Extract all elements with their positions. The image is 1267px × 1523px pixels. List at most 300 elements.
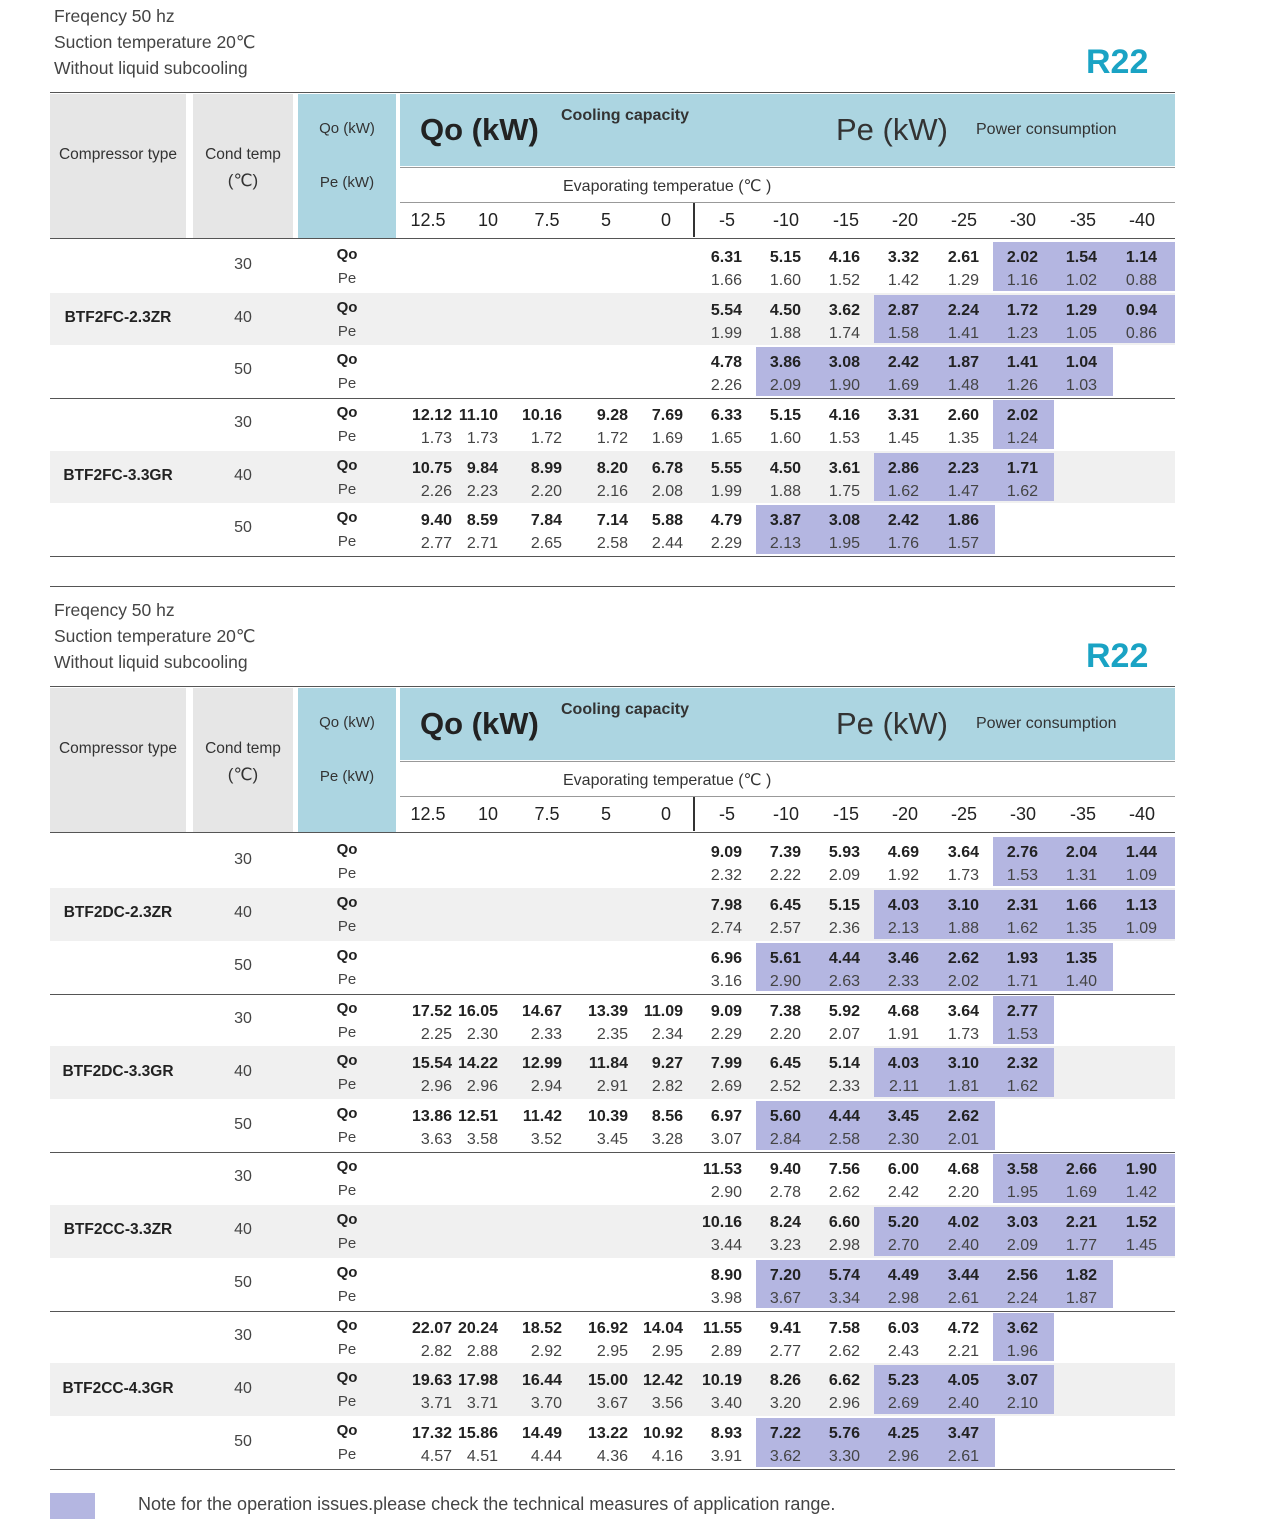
cond-temp-value: 30 (234, 851, 252, 869)
cond-temp-value: 30 (234, 1009, 252, 1027)
pe-value: 2.62 (828, 1342, 860, 1360)
pe-value: 3.23 (769, 1236, 801, 1254)
qo-row-label: Qo (336, 946, 358, 964)
qo-value: 3.62 (828, 301, 860, 319)
qo-value: 3.87 (769, 512, 801, 529)
pe-value: 2.22 (769, 867, 801, 884)
qo-value: 1.66 (1065, 896, 1097, 914)
pe-value: 1.42 (887, 272, 919, 289)
qo-value: 3.07 (1006, 1372, 1038, 1390)
model-name: BTF2DC-2.3ZR (63, 904, 173, 922)
pe-row-label: Pe (337, 970, 357, 988)
qo-value: 1.86 (947, 512, 979, 529)
qo-value: 3.86 (769, 354, 801, 371)
pe-value: 2.88 (466, 1342, 498, 1360)
pe-value: 2.95 (651, 1342, 683, 1360)
qo-value: 15.86 (457, 1425, 498, 1443)
pe-value: 1.69 (1065, 1184, 1097, 1201)
evap-temp-9: -25 (950, 210, 977, 230)
qo-value: 2.87 (887, 301, 919, 319)
pe-value: 1.62 (1006, 482, 1038, 500)
pe-value: 2.96 (887, 1448, 919, 1466)
qo-value: 7.20 (769, 1266, 801, 1284)
qo-value: 0.94 (1125, 301, 1157, 319)
power-consumption-label: Power consumption (976, 121, 1117, 138)
pe-value: 1.42 (1125, 1184, 1157, 1201)
pe-value: 3.56 (651, 1395, 683, 1413)
pe-value: 1.99 (710, 482, 742, 500)
pe-row-label: Pe (337, 1287, 357, 1305)
qo-value: 4.68 (887, 1002, 919, 1020)
qo-value: 3.44 (947, 1266, 979, 1284)
qo-value: 6.96 (710, 949, 742, 967)
qo-value: 2.02 (1006, 249, 1038, 266)
pe-value: 2.77 (420, 535, 452, 552)
qo-value: 12.51 (457, 1108, 498, 1126)
qo-value: 2.04 (1065, 844, 1097, 861)
qo-row-label: Qo (336, 893, 358, 911)
qo-row-label: Qo (336, 509, 358, 526)
qo-value: 6.60 (828, 1213, 860, 1231)
pe-value: 1.73 (466, 430, 498, 447)
qo-value: 4.03 (887, 896, 919, 914)
cond-temp-value: 40 (234, 1379, 252, 1397)
cond-temp-label: Cond temp (205, 146, 281, 163)
pe-value: 2.24 (1006, 1289, 1038, 1307)
qo-small-label: Qo (kW) (319, 120, 375, 137)
pe-value: 3.67 (596, 1395, 628, 1413)
compressor-type-cell (50, 94, 186, 238)
qo-value: 4.05 (947, 1372, 979, 1390)
pe-value: 1.73 (947, 1025, 979, 1043)
qo-value: 7.39 (769, 844, 801, 861)
pe-value: 1.69 (651, 430, 683, 447)
qo-value: 1.72 (1006, 301, 1038, 319)
qo-row-label: Qo (336, 1052, 358, 1070)
pe-value: 1.87 (1065, 1289, 1097, 1307)
refrigerant-label: R22 (1086, 637, 1149, 675)
pe-value: 1.96 (1006, 1342, 1038, 1360)
qo-row-label: Qo (336, 841, 358, 858)
cond-temp-value: 30 (234, 414, 252, 432)
qo-value: 9.40 (769, 1161, 801, 1178)
pe-value: 3.67 (769, 1289, 801, 1307)
qo-value: 5.93 (828, 844, 860, 861)
qo-value: 4.68 (947, 1161, 979, 1178)
qo-value: 8.59 (466, 512, 498, 529)
cond-temp-cell (193, 94, 293, 238)
qo-value: 1.14 (1125, 249, 1157, 266)
pe-value: 1.03 (1065, 377, 1097, 394)
power-consumption-label: Power consumption (976, 715, 1117, 732)
pe-value: 4.44 (530, 1448, 562, 1466)
evap-temp-1: 10 (477, 210, 499, 230)
qo-value: 8.24 (769, 1213, 801, 1231)
pe-value: 2.96 (466, 1078, 498, 1096)
evap-mid-line (400, 202, 1175, 203)
qo-value: 10.75 (411, 459, 452, 477)
qo-value: 3.10 (947, 1055, 979, 1073)
pe-value: 2.78 (769, 1184, 801, 1201)
qo-value: 3.31 (887, 407, 919, 424)
cond-temp-value: 40 (234, 1221, 252, 1239)
pe-value: 1.71 (1006, 972, 1038, 990)
cooling-capacity-label: Cooling capacity (561, 107, 690, 124)
qo-value: 5.74 (828, 1266, 860, 1284)
pe-value: 3.45 (596, 1131, 628, 1149)
cond-temp-value: 40 (234, 466, 252, 484)
qo-value: 5.20 (887, 1213, 919, 1231)
pe-value: 2.20 (947, 1184, 979, 1201)
qo-value: 2.56 (1006, 1266, 1038, 1284)
pe-value: 3.30 (828, 1448, 860, 1466)
evap-divider (693, 203, 695, 237)
pe-value: 2.40 (947, 1236, 979, 1254)
qo-value: 5.15 (828, 896, 860, 914)
pe-value: 2.33 (530, 1025, 562, 1043)
pe-value: 2.65 (530, 535, 562, 552)
evap-temp-5: -5 (718, 210, 735, 230)
evap-temp-10: -30 (1009, 804, 1036, 824)
pe-value: 2.57 (769, 919, 801, 937)
pe-value: 1.88 (769, 482, 801, 500)
qo-value: 10.19 (701, 1372, 742, 1390)
pe-row-label: Pe (337, 1182, 357, 1199)
pe-value: 2.95 (596, 1342, 628, 1360)
pe-row-label: Pe (337, 1234, 357, 1252)
pe-value: 1.40 (1065, 972, 1097, 990)
qo-value: 3.62 (1006, 1319, 1038, 1337)
pe-value: 3.70 (530, 1395, 562, 1413)
qo-value: 5.61 (769, 949, 801, 967)
cond-temp-value: 40 (234, 904, 252, 922)
evap-mid-line (400, 796, 1175, 797)
qo-value: 1.90 (1125, 1161, 1157, 1178)
pe-value: 2.25 (420, 1025, 452, 1043)
qo-row-label: Qo (336, 1316, 358, 1334)
qo-value: 17.98 (457, 1372, 498, 1390)
qo-value: 5.55 (710, 459, 742, 477)
pe-value: 1.72 (530, 430, 562, 447)
pe-value: 2.21 (947, 1342, 979, 1360)
evap-temp-1: 10 (477, 804, 499, 824)
pe-value: 3.44 (710, 1236, 742, 1254)
qo-value: 2.77 (1006, 1002, 1038, 1020)
pe-value: 2.90 (769, 972, 801, 990)
qo-small-label: Qo (kW) (319, 714, 375, 731)
pe-value: 3.07 (710, 1131, 742, 1149)
pe-value: 2.82 (420, 1342, 452, 1360)
pe-value: 3.28 (651, 1131, 683, 1149)
pe-value: 1.53 (1006, 867, 1038, 884)
legend-note: Note for the operation issues.please check the technical measures of application range. (138, 1494, 836, 1514)
qo-value: 3.03 (1006, 1213, 1038, 1231)
pe-value: 1.76 (887, 535, 919, 552)
condition-line: Suction temperature 20℃ (54, 32, 256, 52)
pe-value: 2.13 (769, 535, 801, 552)
qo-value: 2.86 (887, 459, 919, 477)
pe-value: 2.82 (651, 1078, 683, 1096)
qo-value: 2.66 (1065, 1161, 1097, 1178)
pe-value: 1.77 (1065, 1236, 1097, 1254)
pe-value: 1.53 (1006, 1025, 1038, 1043)
pe-value: 1.09 (1125, 867, 1157, 884)
pe-value: 2.96 (828, 1395, 860, 1413)
pe-value: 2.70 (887, 1236, 919, 1254)
pe-big-label: Pe (kW) (836, 112, 948, 147)
qo-row-label: Qo (336, 456, 358, 474)
cond-temp-cell (193, 688, 293, 832)
evap-temp-10: -30 (1009, 210, 1036, 230)
qo-value: 6.97 (710, 1108, 742, 1126)
pe-value: 1.62 (1006, 1078, 1038, 1096)
pe-value: 1.88 (947, 919, 979, 937)
pe-row-label: Pe (337, 1340, 357, 1358)
pe-value: 2.20 (769, 1025, 801, 1043)
pe-row-label: Pe (337, 865, 357, 882)
pe-value: 2.69 (710, 1078, 742, 1096)
qo-value: 1.04 (1065, 354, 1097, 371)
qo-value: 3.47 (947, 1425, 979, 1443)
header-top-line (50, 92, 1175, 93)
cond-temp-value: 40 (234, 308, 252, 326)
model-name: BTF2FC-3.3GR (63, 467, 173, 484)
evap-temp-3: 5 (600, 210, 611, 230)
pe-value: 2.10 (1006, 1395, 1038, 1413)
pe-value: 1.95 (1006, 1184, 1038, 1201)
pe-value: 3.40 (710, 1395, 742, 1413)
qo-value: 7.56 (828, 1161, 860, 1178)
pe-value: 2.29 (710, 1025, 742, 1043)
pe-row-label: Pe (337, 270, 357, 287)
qo-value: 9.40 (420, 512, 452, 529)
qo-value: 17.52 (411, 1002, 452, 1020)
qo-value: 6.62 (828, 1372, 860, 1390)
qo-value: 16.05 (457, 1002, 498, 1020)
qo-value: 4.50 (769, 459, 801, 477)
group-bottom-line (50, 398, 1175, 399)
cond-temp-value: 50 (234, 957, 252, 974)
cond-temp-value: 50 (234, 1432, 252, 1450)
pe-value: 2.13 (887, 919, 919, 937)
pe-value: 1.02 (1065, 272, 1097, 289)
evaporating-label: Evaporating temperatue (℃ ) (563, 178, 772, 195)
qo-value: 7.22 (769, 1425, 801, 1443)
group-bottom-line (50, 556, 1175, 557)
pe-value: 2.71 (466, 535, 498, 552)
pe-value: 2.98 (887, 1289, 919, 1307)
qo-value: 11.55 (702, 1319, 742, 1337)
qo-value: 3.32 (887, 249, 919, 266)
pe-value: 2.63 (828, 972, 860, 990)
qo-value: 1.54 (1065, 249, 1097, 266)
pe-row-label: Pe (337, 533, 357, 550)
cond-temp-value: 30 (234, 1326, 252, 1344)
evap-temp-4: 0 (660, 210, 671, 230)
qo-value: 4.44 (828, 1108, 860, 1126)
pe-row-label: Pe (337, 1129, 357, 1147)
pe-value: 1.75 (828, 482, 860, 500)
pe-value: 1.52 (828, 272, 860, 289)
qo-value: 3.64 (947, 1002, 979, 1020)
qo-value: 5.88 (651, 512, 683, 529)
refrigerant-label: R22 (1086, 43, 1149, 81)
qo-value: 2.62 (947, 1108, 979, 1126)
pe-row-label: Pe (337, 480, 357, 498)
pe-value: 1.57 (947, 535, 979, 552)
qo-value: 1.41 (1006, 354, 1038, 371)
qo-value: 6.45 (769, 896, 801, 914)
pe-value: 3.62 (769, 1448, 801, 1466)
qo-value: 1.82 (1065, 1266, 1097, 1284)
header-mid-line (400, 167, 1175, 168)
pe-value: 2.34 (651, 1025, 683, 1043)
condition-line: Freqency 50 hz (54, 6, 175, 26)
qo-big-label: Qo (kW) (420, 706, 539, 741)
pe-value: 2.62 (828, 1184, 860, 1201)
evap-temp-12: -40 (1128, 804, 1155, 824)
qo-value: 10.39 (587, 1108, 628, 1126)
qo-pe-cell (298, 94, 396, 238)
qo-value: 1.87 (947, 354, 979, 371)
legend-swatch (50, 1493, 95, 1519)
pe-value: 2.91 (596, 1078, 628, 1096)
pe-value: 1.47 (947, 482, 979, 500)
qo-value: 13.86 (411, 1108, 452, 1126)
qo-value: 14.67 (521, 1002, 562, 1020)
pe-value: 1.92 (887, 867, 919, 884)
header-top-line (50, 686, 1175, 687)
qo-value: 11.84 (588, 1055, 628, 1073)
pe-value: 1.73 (420, 430, 452, 447)
pe-big-label: Pe (kW) (836, 706, 948, 741)
pe-value: 2.07 (828, 1025, 860, 1043)
pe-small-label: Pe (kW) (319, 768, 375, 785)
qo-value: 3.45 (887, 1108, 919, 1126)
qo-value: 4.72 (947, 1319, 979, 1337)
qo-value: 2.02 (1006, 407, 1038, 424)
qo-value: 6.00 (887, 1161, 919, 1178)
pe-value: 1.35 (947, 430, 979, 447)
qo-value: 7.99 (710, 1055, 742, 1073)
qo-row-label: Qo (336, 1105, 358, 1123)
compressor-type-label: Compressor type (58, 740, 177, 757)
qo-value: 1.29 (1065, 301, 1097, 319)
pe-value: 3.34 (828, 1289, 860, 1307)
qo-value: 7.38 (769, 1002, 801, 1020)
pe-value: 2.42 (887, 1184, 919, 1201)
pe-value: 2.35 (596, 1025, 628, 1043)
cond-temp-value: 50 (234, 519, 252, 537)
qo-value: 6.31 (710, 249, 742, 266)
qo-value: 4.02 (947, 1213, 979, 1231)
qo-value: 2.62 (947, 949, 979, 967)
header-bottom-line (50, 238, 1175, 239)
evap-temp-6: -10 (772, 804, 799, 824)
condition-line: Suction temperature 20℃ (54, 626, 256, 646)
pe-value: 2.61 (947, 1448, 979, 1466)
qo-value: 5.15 (769, 407, 801, 424)
pe-value: 3.71 (420, 1395, 452, 1413)
cond-temp-unit: (℃) (227, 765, 259, 784)
evap-temp-12: -40 (1128, 210, 1155, 230)
qo-value: 5.60 (769, 1108, 801, 1126)
qo-value: 5.92 (828, 1002, 860, 1020)
section-divider (50, 586, 1175, 587)
pe-row-label: Pe (337, 375, 357, 392)
qo-row-label: Qo (336, 1369, 358, 1387)
pe-value: 4.51 (466, 1448, 498, 1466)
group-bottom-line (50, 1152, 1175, 1153)
qo-value: 2.42 (887, 512, 919, 529)
cooling-capacity-label: Cooling capacity (561, 701, 690, 718)
pe-value: 1.81 (947, 1078, 979, 1096)
pe-value: 1.69 (887, 377, 919, 394)
evap-temp-2: 7.5 (534, 804, 560, 824)
pe-row-label: Pe (337, 1076, 357, 1094)
qo-value: 3.64 (947, 844, 979, 861)
compressor-type-label: Compressor type (58, 146, 177, 163)
qo-value: 1.44 (1125, 844, 1157, 861)
condition-line: Freqency 50 hz (54, 600, 175, 620)
qo-value: 2.60 (947, 407, 979, 424)
pe-value: 1.09 (1125, 919, 1157, 937)
pe-value: 2.23 (466, 482, 498, 500)
pe-value: 2.30 (887, 1131, 919, 1149)
evaporating-label: Evaporating temperatue (℃ ) (563, 772, 772, 789)
qo-value: 9.84 (466, 459, 498, 477)
pe-value: 2.08 (651, 482, 683, 500)
qo-value: 18.52 (521, 1319, 562, 1337)
pe-value: 3.16 (710, 972, 742, 990)
qo-value: 2.21 (1065, 1213, 1097, 1231)
qo-value: 3.08 (828, 354, 860, 371)
group-bottom-line (50, 1311, 1175, 1312)
evap-temp-6: -10 (772, 210, 799, 230)
header-mid-line (400, 761, 1175, 762)
qo-value: 2.61 (947, 249, 979, 266)
evap-temp-0: 12.5 (410, 210, 446, 230)
qo-value: 3.10 (947, 896, 979, 914)
evap-temp-0: 12.5 (410, 804, 446, 824)
qo-value: 10.16 (521, 407, 562, 424)
qo-value: 1.13 (1125, 896, 1157, 914)
pe-value: 2.09 (769, 377, 801, 394)
pe-value: 2.69 (887, 1395, 919, 1413)
qo-value: 4.16 (828, 249, 860, 266)
evap-temp-8: -20 (891, 804, 918, 824)
qo-row-label: Qo (336, 404, 358, 421)
pe-value: 2.40 (947, 1395, 979, 1413)
pe-row-label: Pe (337, 917, 357, 935)
model-name: BTF2DC-3.3GR (62, 1062, 174, 1080)
qo-value: 9.09 (710, 844, 742, 861)
qo-value: 9.09 (710, 1002, 742, 1020)
group-bottom-line (50, 1469, 1175, 1470)
pe-value: 1.99 (710, 324, 742, 342)
qo-value: 4.79 (710, 512, 742, 529)
cond-temp-value: 50 (234, 1115, 252, 1133)
pe-value: 4.16 (651, 1448, 683, 1466)
qo-value: 5.15 (769, 249, 801, 266)
pe-value: 2.01 (947, 1131, 979, 1149)
qo-value: 9.27 (651, 1055, 683, 1073)
qo-value: 1.71 (1006, 459, 1038, 477)
evap-temp-7: -15 (832, 210, 859, 230)
evap-temp-11: -35 (1069, 804, 1096, 824)
qo-value: 16.92 (587, 1319, 628, 1337)
pe-value: 1.60 (769, 272, 801, 289)
